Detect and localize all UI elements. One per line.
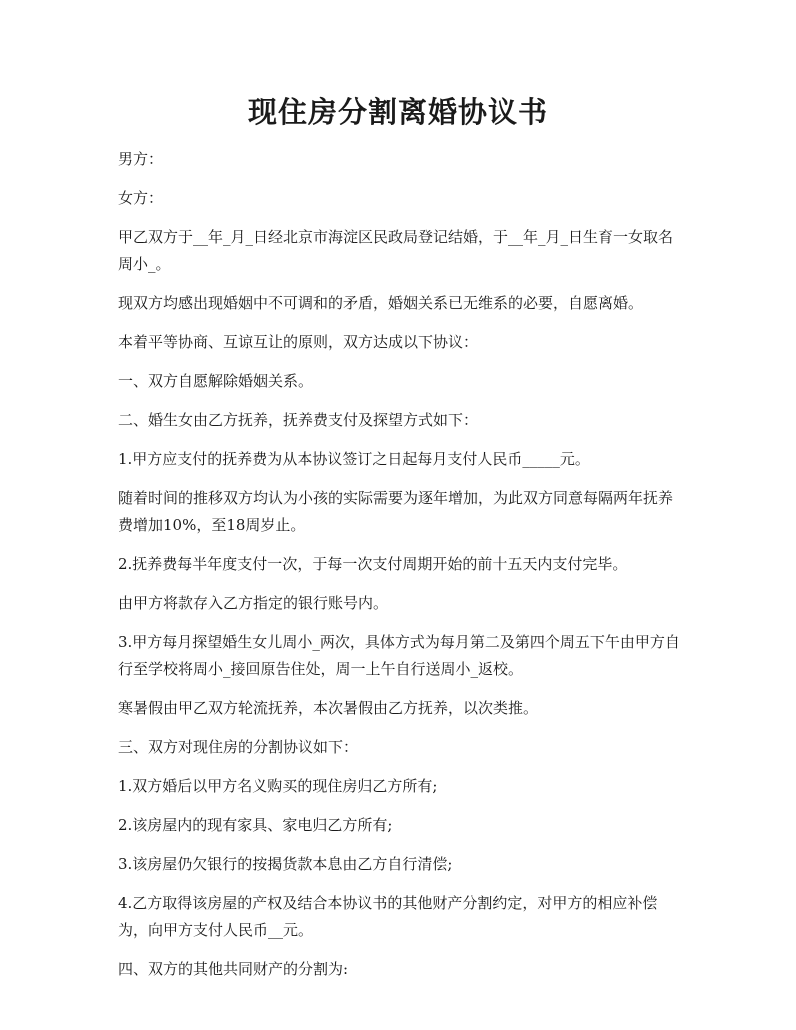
clause-2-heading: 二、婚生女由乙方抚养，抚养费支付及探望方式如下： — [118, 411, 479, 429]
paragraph-male-party: 男方： — [118, 150, 164, 168]
paragraph-principle: 本着平等协商、互谅互让的原则，双方达成以下协议： — [118, 333, 479, 351]
clause-4-heading: 四、双方的其他共同财产的分割为: — [118, 960, 349, 978]
clause-2-item-2: 2.抚养费每半年度支付一次，于每一次支付周期开始的前十五天内支付完毕。 — [118, 555, 628, 573]
clause-1-heading: 一、双方自愿解除婚姻关系。 — [118, 372, 314, 390]
clause-2-item-1: 1.甲方应支付的抚养费为从本协议签订之日起每月支付人民币_____元。 — [118, 450, 590, 468]
paragraph-female-party: 女方： — [118, 189, 164, 207]
clause-2-item-2-note: 由甲方将款存入乙方指定的银行账号内。 — [118, 594, 389, 612]
clause-3-item-3: 3.该房屋仍欠银行的按揭货款本息由乙方自行清偿; — [118, 855, 453, 873]
clause-3-heading: 三、双方对现住房的分割协议如下： — [118, 738, 359, 756]
document-title: 现住房分割离婚协议书 — [247, 95, 548, 129]
clause-3-item-2: 2.该房屋内的现有家具、家电归乙方所有; — [118, 816, 393, 834]
clause-2-item-3: 3.甲方每月探望婚生女儿周小_两次，具体方式为每月第二及第四个周五下午由甲方自行至学校将周小_接回原告住处，周一上午自行送周小_返校。 — [118, 633, 680, 678]
paragraph-marriage-registration: 甲乙双方于__年_月_日经北京市海淀区民政局登记结婚，于__年_月_日生育一女取名周小_。 — [118, 228, 674, 273]
clause-2-item-3-note: 寒暑假由甲乙双方轮流抚养，本次暑假由乙方抚养，以次类推。 — [118, 699, 539, 717]
clause-2-item-1-note: 随着时间的推移双方均认为小孩的实际需要为逐年增加，为此双方同意每隔两年抚养费增加10%，至18周岁止。 — [118, 489, 674, 534]
paragraph-divorce-reason: 现双方均感出现婚姻中不可调和的矛盾，婚姻关系已无维系的必要，自愿离婚。 — [118, 294, 644, 312]
clause-3-item-4: 4.乙方取得该房屋的产权及结合本协议书的其他财产分割约定，对甲方的相应补偿为，向甲方支付人民币__元。 — [118, 894, 658, 939]
document-body — [118, 146, 684, 995]
clause-3-item-1: 1.双方婚后以甲方名义购买的现住房归乙方所有; — [118, 777, 438, 795]
